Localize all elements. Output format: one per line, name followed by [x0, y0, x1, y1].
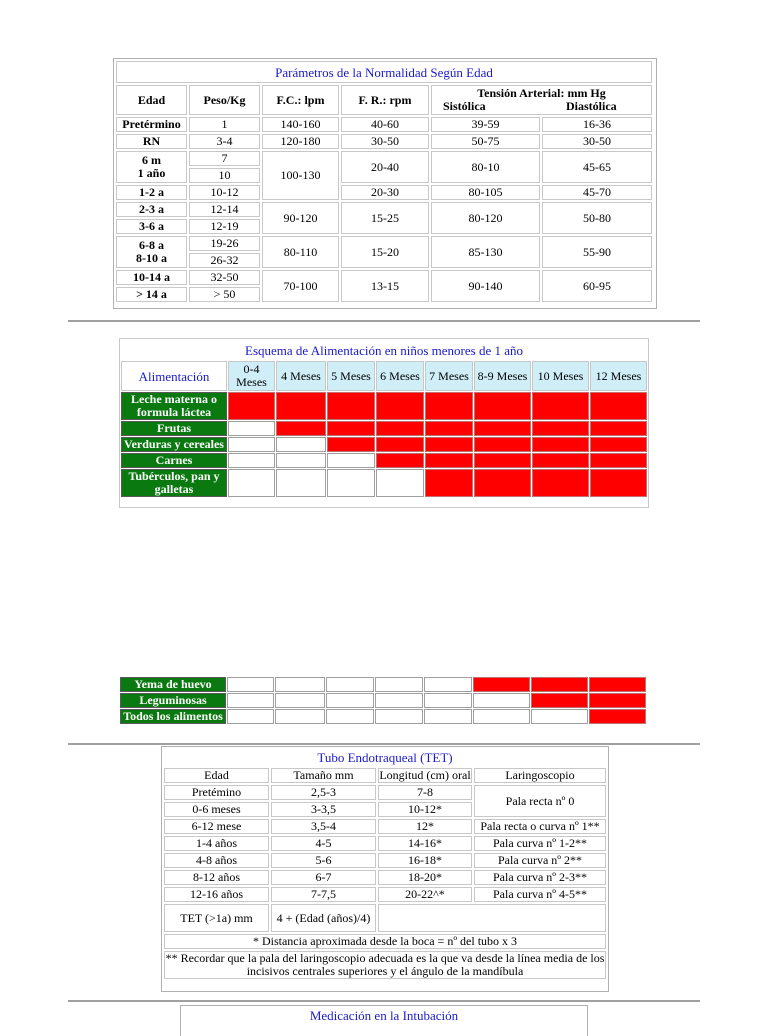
cell-fr: 20-30 [341, 185, 429, 200]
tet-cell: 8-12 años [164, 870, 269, 885]
cell-filled [532, 469, 589, 497]
cell-peso: 26-32 [189, 253, 260, 268]
cell-filled [228, 392, 275, 420]
cell-empty [473, 693, 530, 708]
header-sistolica: Sistólica [443, 99, 486, 113]
cell-peso: 10 [189, 168, 260, 183]
month-header: 5 Meses [327, 361, 375, 391]
cell-filled [276, 392, 326, 420]
tet-cell: 0-6 meses [164, 802, 269, 817]
cell-diastolica: 45-70 [542, 185, 652, 200]
tet-cell: Pala curva nº 1-2** [474, 836, 606, 851]
cell-filled [376, 392, 424, 420]
alimentacion-table2-frame [119, 676, 647, 732]
tet-cell: 16-18* [378, 853, 472, 868]
cell-diastolica: 50-80 [542, 202, 652, 234]
cell-diastolica: 16-36 [542, 117, 652, 132]
cell-peso: > 50 [189, 287, 260, 302]
tet-cell: 10-12* [378, 802, 472, 817]
cell-empty [326, 677, 374, 692]
tet-formula: 4 + (Edad (años)/4) [271, 904, 376, 932]
normalidad-caption: Parámetros de la Normalidad Según Edad [116, 61, 652, 83]
cell-filled [327, 392, 375, 420]
month-header: 0-4 Meses [228, 361, 275, 391]
cell-filled [425, 421, 473, 436]
food-label: Yema de huevo [120, 677, 226, 692]
tet-cell: 6-7 [271, 870, 376, 885]
header-peso: Peso/Kg [203, 92, 246, 107]
cell-fr: 20-40 [341, 151, 429, 183]
cell-sistolica: 80-105 [431, 185, 540, 200]
header-fr: F. R.: rpm [358, 92, 412, 107]
cell-peso: 12-14 [189, 202, 260, 217]
tet-label: TET (>1a) mm [164, 904, 269, 932]
cell-empty [375, 709, 423, 724]
food-label: Tubérculos, pan y galletas [121, 469, 227, 497]
food-label: Leguminosas [120, 693, 226, 708]
cell-sistolica: 90-140 [431, 270, 540, 302]
cell-fr: 15-20 [341, 236, 429, 268]
cell-empty [327, 469, 375, 497]
tet-header-laringoscopio: Laringoscopio [474, 768, 606, 783]
cell-filled [474, 453, 531, 468]
alimentacion-table [120, 339, 648, 498]
cell-filled [327, 437, 375, 452]
cell-filled [474, 469, 531, 497]
cell-empty [276, 453, 326, 468]
month-header: 8-9 Meses [474, 361, 531, 391]
cell-filled [276, 421, 326, 436]
tet-cell: 4-5 [271, 836, 376, 851]
divider [68, 1000, 700, 1002]
cell-filled [532, 437, 589, 452]
tet-empty [378, 904, 606, 932]
header-edad: Edad [137, 92, 166, 107]
medicacion-caption: Medicación en la Intubación [309, 1008, 459, 1023]
cell-filled [590, 392, 647, 420]
cell-empty [275, 693, 325, 708]
tet-cell: Pala curva nº 2** [474, 853, 606, 868]
row-edad: RN [142, 134, 161, 148]
cell-filled [474, 437, 531, 452]
normalidad-table [114, 59, 654, 304]
cell-filled [532, 421, 589, 436]
row-edad: 8-10 a [136, 251, 167, 265]
cell-filled [532, 453, 589, 468]
food-label: Leche materna o formula láctea [121, 392, 227, 420]
cell-empty [327, 453, 375, 468]
cell-empty [531, 709, 588, 724]
tet-cell: Pretémino [164, 785, 269, 800]
month-header: 12 Meses [590, 361, 647, 391]
cell-filled [425, 453, 473, 468]
tet-cell: Pala recta nº 0 [474, 785, 606, 817]
row-edad: 2-3 a [139, 202, 164, 216]
tet-cell: 7-8 [378, 785, 472, 800]
cell-filled [589, 709, 646, 724]
tet-caption: Tubo Endotraqueal (TET) [317, 750, 453, 765]
tet-cell: 4-8 años [164, 853, 269, 868]
tet-cell: 6-12 mese [164, 819, 269, 834]
cell-peso: 32-50 [189, 270, 260, 285]
food-label: Verduras y cereales [121, 437, 227, 452]
food-label: Todos los alimentos [120, 709, 226, 724]
row-edad: Pretérmino [122, 117, 181, 131]
cell-empty [424, 709, 472, 724]
tet-cell: 12* [378, 819, 472, 834]
cell-fc: 140-160 [262, 117, 339, 132]
medicacion-table-frame [180, 1005, 588, 1036]
cell-empty [375, 693, 423, 708]
tet-cell: 5-6 [271, 853, 376, 868]
cell-filled [425, 392, 473, 420]
tet-header-edad: Edad [164, 768, 269, 783]
header-diastolica: Diastólica [566, 99, 617, 113]
row-edad: 10-14 a [133, 270, 170, 284]
cell-sistolica: 39-59 [431, 117, 540, 132]
cell-empty [227, 677, 274, 692]
cell-empty [275, 677, 325, 692]
cell-peso: 12-19 [189, 219, 260, 234]
cell-sistolica: 85-130 [431, 236, 540, 268]
cell-filled [590, 437, 647, 452]
tet-cell: 7-7,5 [271, 887, 376, 902]
tet-note-1: * Distancia aproximada desde la boca = nº del tubo x 3 [164, 934, 606, 949]
cell-filled [474, 392, 531, 420]
cell-empty [275, 709, 325, 724]
tet-cell: 12-16 años [164, 887, 269, 902]
cell-peso: 10-12 [189, 185, 260, 200]
cell-diastolica: 55-90 [542, 236, 652, 268]
cell-fr: 40-60 [341, 117, 429, 132]
cell-empty [276, 469, 326, 497]
cell-filled [589, 677, 646, 692]
divider [68, 743, 700, 745]
cell-filled [531, 677, 588, 692]
cell-peso: 19-26 [189, 236, 260, 251]
cell-empty [228, 437, 275, 452]
alimentacion-table-frame [119, 338, 649, 508]
tet-cell: Pala curva nº 4-5** [474, 887, 606, 902]
tet-table [162, 747, 608, 981]
cell-filled [376, 421, 424, 436]
tet-table-frame [161, 746, 609, 992]
cell-empty [326, 693, 374, 708]
cell-empty [424, 693, 472, 708]
cell-filled [425, 469, 473, 497]
cell-filled [473, 677, 530, 692]
tet-cell: 20-22^* [378, 887, 472, 902]
cell-filled [589, 693, 646, 708]
cell-fr: 15-25 [341, 202, 429, 234]
month-header: 7 Meses [425, 361, 473, 391]
cell-filled [532, 392, 589, 420]
cell-filled [327, 421, 375, 436]
tet-cell: 3-3,5 [271, 802, 376, 817]
month-header: 4 Meses [276, 361, 326, 391]
cell-diastolica: 45-65 [542, 151, 652, 183]
cell-filled [376, 453, 424, 468]
cell-sistolica: 50-75 [431, 134, 540, 149]
row-edad: 1 año [137, 166, 166, 180]
cell-empty [326, 709, 374, 724]
tet-cell: 3,5-4 [271, 819, 376, 834]
tet-header-longitud: Longitud (cm) oral [379, 768, 471, 782]
cell-sistolica: 80-120 [431, 202, 540, 234]
cell-filled [590, 421, 647, 436]
tet-cell: 1-4 años [164, 836, 269, 851]
cell-peso: 7 [189, 151, 260, 166]
cell-empty [228, 421, 275, 436]
tet-cell: Pala curva nº 2-3** [474, 870, 606, 885]
month-header: 10 Meses [532, 361, 589, 391]
row-edad: 1-2 a [139, 185, 164, 199]
cell-fc: 90-120 [262, 202, 339, 234]
cell-sistolica: 80-10 [431, 151, 540, 183]
cell-filled [590, 469, 647, 497]
tet-header-tamano: Tamaño mm [271, 768, 376, 783]
cell-empty [376, 469, 424, 497]
tet-cell: Pala recta o curva nº 1** [474, 819, 606, 834]
cell-fr: 13-15 [341, 270, 429, 302]
cell-empty [424, 677, 472, 692]
cell-filled [376, 437, 424, 452]
food-label: Carnes [121, 453, 227, 468]
cell-filled [590, 453, 647, 468]
tet-cell: 2,5-3 [271, 785, 376, 800]
alimentacion-corner: Alimentación [121, 361, 227, 391]
cell-peso: 1 [189, 117, 260, 132]
cell-empty [473, 709, 530, 724]
tet-note-2: ** Recordar que la pala del laringoscopio adecuada es la que va desde la línea media de los incisivos centrales superiores y el ángulo de la mandíbula [165, 951, 605, 978]
cell-diastolica: 30-50 [542, 134, 652, 149]
cell-filled [425, 437, 473, 452]
cell-empty [276, 437, 326, 452]
normalidad-table-frame [113, 58, 657, 309]
cell-fc: 100-130 [262, 151, 339, 200]
cell-empty [228, 453, 275, 468]
cell-fc: 80-110 [262, 236, 339, 268]
alimentacion-caption: Esquema de Alimentación en niños menores de 1 año [245, 342, 523, 358]
cell-empty [375, 677, 423, 692]
tet-cell: 18-20* [378, 870, 472, 885]
row-edad: 3-6 a [139, 219, 164, 233]
header-fc: F.C.: lpm [276, 92, 325, 107]
cell-fr: 30-50 [341, 134, 429, 149]
alimentacion-table-2 [119, 676, 647, 725]
cell-empty [227, 693, 274, 708]
cell-fc: 120-180 [262, 134, 339, 149]
divider [68, 320, 700, 322]
cell-fc: 70-100 [262, 270, 339, 302]
cell-empty [227, 709, 274, 724]
row-edad: 6 m [142, 153, 161, 167]
row-edad: > 14 a [136, 287, 167, 301]
cell-diastolica: 60-95 [542, 270, 652, 302]
row-edad: 6-8 a [139, 238, 164, 252]
month-header: 6 Meses [376, 361, 424, 391]
cell-empty [228, 469, 275, 497]
food-label: Frutas [121, 421, 227, 436]
tet-cell: 14-16* [378, 836, 472, 851]
header-tension: Tensión Arterial: mm Hg [477, 86, 606, 100]
cell-filled [531, 693, 588, 708]
cell-filled [474, 421, 531, 436]
cell-peso: 3-4 [189, 134, 260, 149]
